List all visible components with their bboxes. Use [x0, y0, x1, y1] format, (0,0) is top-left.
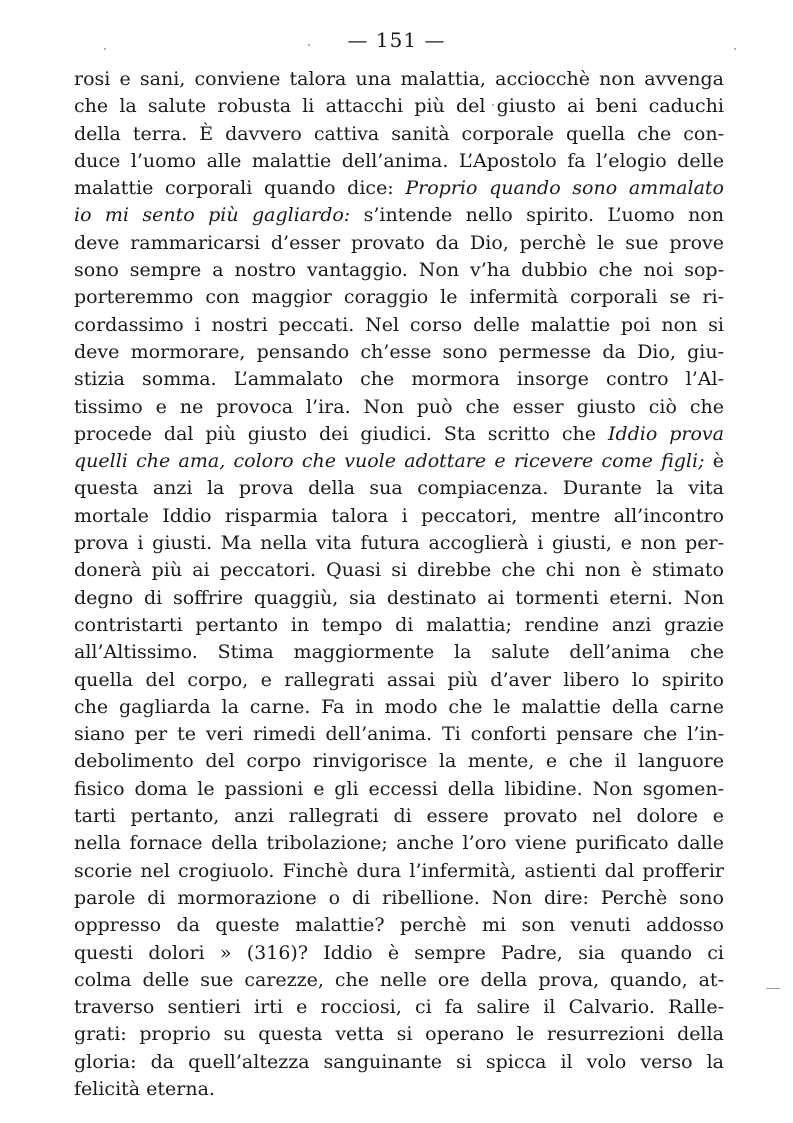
- text-line: grati: proprio su questa vetta si operano le resurrezioni della: [74, 1023, 724, 1046]
- text-line: quella del corpo, e rallegrati assai più d’aver libero lo spirito: [74, 668, 724, 691]
- scan-speck: [104, 48, 106, 50]
- body-text: [74, 66, 724, 1103]
- text-line: della terra. È davvero cattiva sanità corporale quella che con-: [74, 122, 724, 145]
- text-line: che gagliarda la carne. Fa in modo che le malattie della carne: [74, 695, 724, 718]
- text-line: felicità eterna.: [74, 1077, 215, 1100]
- italic-quote: Iddio prova: [607, 422, 724, 445]
- text-line: duce l’uomo alle malattie dell’anima. L’Apostolo fa l’elogio delle: [74, 149, 724, 172]
- italic-quote: quelli che ama, coloro che vuole adottare e ricevere come figli;: [74, 450, 705, 473]
- text-line: fisico doma le passioni e gli eccessi della libidine. Non sgomen-: [74, 777, 724, 800]
- text-line: gloria: da quell’altezza sanguinante si spicca il volo verso la: [74, 1050, 724, 1073]
- text-line: stizia somma. L’ammalato che mormora insorge contro l’Al-: [74, 368, 724, 391]
- text-line: donerà più ai peccatori. Quasi si direbbe che chi non è stimato: [74, 559, 724, 582]
- scan-speck: [308, 44, 310, 46]
- text-line: parole di mormorazione o di ribellione. Non dire: Perchè sono: [74, 886, 724, 909]
- text-line: sono sempre a nostro vantaggio. Non v’ha dubbio che noi sop-: [74, 259, 724, 282]
- text-line: quelli che ama, coloro che vuole adottare e ricevere come figli; è: [74, 450, 724, 473]
- text-line: che la salute robusta li attacchi più del giusto ai beni caduchi: [74, 95, 724, 118]
- text-line: siano per te veri rimedi dell’anima. Ti conforti pensare che l’in-: [74, 723, 724, 746]
- text-line: mortale Iddio risparmia talora i peccatori, mentre all’incontro: [74, 504, 724, 527]
- text-line: rosi e sani, conviene talora una malattia, acciocchè non avvenga: [74, 68, 724, 90]
- text-line: questa anzi la prova della sua compiacenza. Durante la vita: [74, 477, 724, 500]
- text-line: prova i giusti. Ma nella vita futura accoglierà i giusti, e non per-: [74, 532, 724, 555]
- text-line: degno di soffrire quaggiù, sia destinato ai tormenti eterni. Non: [74, 586, 724, 609]
- text-line: tarti pertanto, anzi rallegrati di essere provato nel dolore e: [74, 805, 724, 828]
- text-line: scorie nel crogiuolo. Finchè dura l’infermità, astienti dal profferir: [74, 859, 724, 882]
- text-line: malattie corporali quando dice: Proprio quando sono ammalato: [74, 177, 724, 200]
- scan-speck: [766, 988, 780, 989]
- text-line: tissimo e ne provoca l’ira. Non può che esser giusto ciò che: [74, 395, 724, 418]
- text-line: contristarti pertanto in tempo di malattia; rendine anzi grazie: [74, 613, 724, 636]
- text-line: procede dal più giusto dei giudici. Sta scritto che Iddio prova: [74, 422, 724, 445]
- text-line: cordassimo i nostri peccati. Nel corso delle malattie poi non si: [74, 313, 724, 336]
- text-line: nella fornace della tribolazione; anche l’oro viene purificato dalle: [74, 832, 724, 855]
- italic-quote: io mi sento più gagliardo:: [74, 204, 351, 227]
- text-line: colma delle sue carezze, che nelle ore della prova, quando, at-: [74, 968, 724, 991]
- italic-quote: Proprio quando sono ammalato: [405, 177, 724, 200]
- text-line: deve mormorare, pensando ch’esse sono permesse da Dio, giu-: [74, 340, 724, 363]
- scan-speck: [734, 48, 736, 50]
- text-line: debolimento del corpo rinvigorisce la mente, e che il languore: [74, 750, 724, 773]
- text-line: deve rammaricarsi d’esser provato da Dio, perchè le sue prove: [74, 231, 724, 254]
- page-number: — 151 —: [347, 28, 446, 52]
- text-line: traverso sentieri irti e rocciosi, ci fa salire il Calvario. Ralle-: [74, 996, 724, 1019]
- text-line: oppresso da queste malattie? perchè mi son venuti addosso: [74, 914, 724, 937]
- text-line: porteremmo con maggior coraggio le infermità corporali se ri-: [74, 286, 724, 309]
- text-line: questi dolori » (316)? Iddio è sempre Padre, sia quando ci: [74, 941, 724, 964]
- text-line: all’Altissimo. Stima maggiormente la salute dell’anima che: [74, 641, 724, 664]
- text-line: io mi sento più gagliardo: s’intende nello spirito. L’uomo non: [74, 204, 724, 227]
